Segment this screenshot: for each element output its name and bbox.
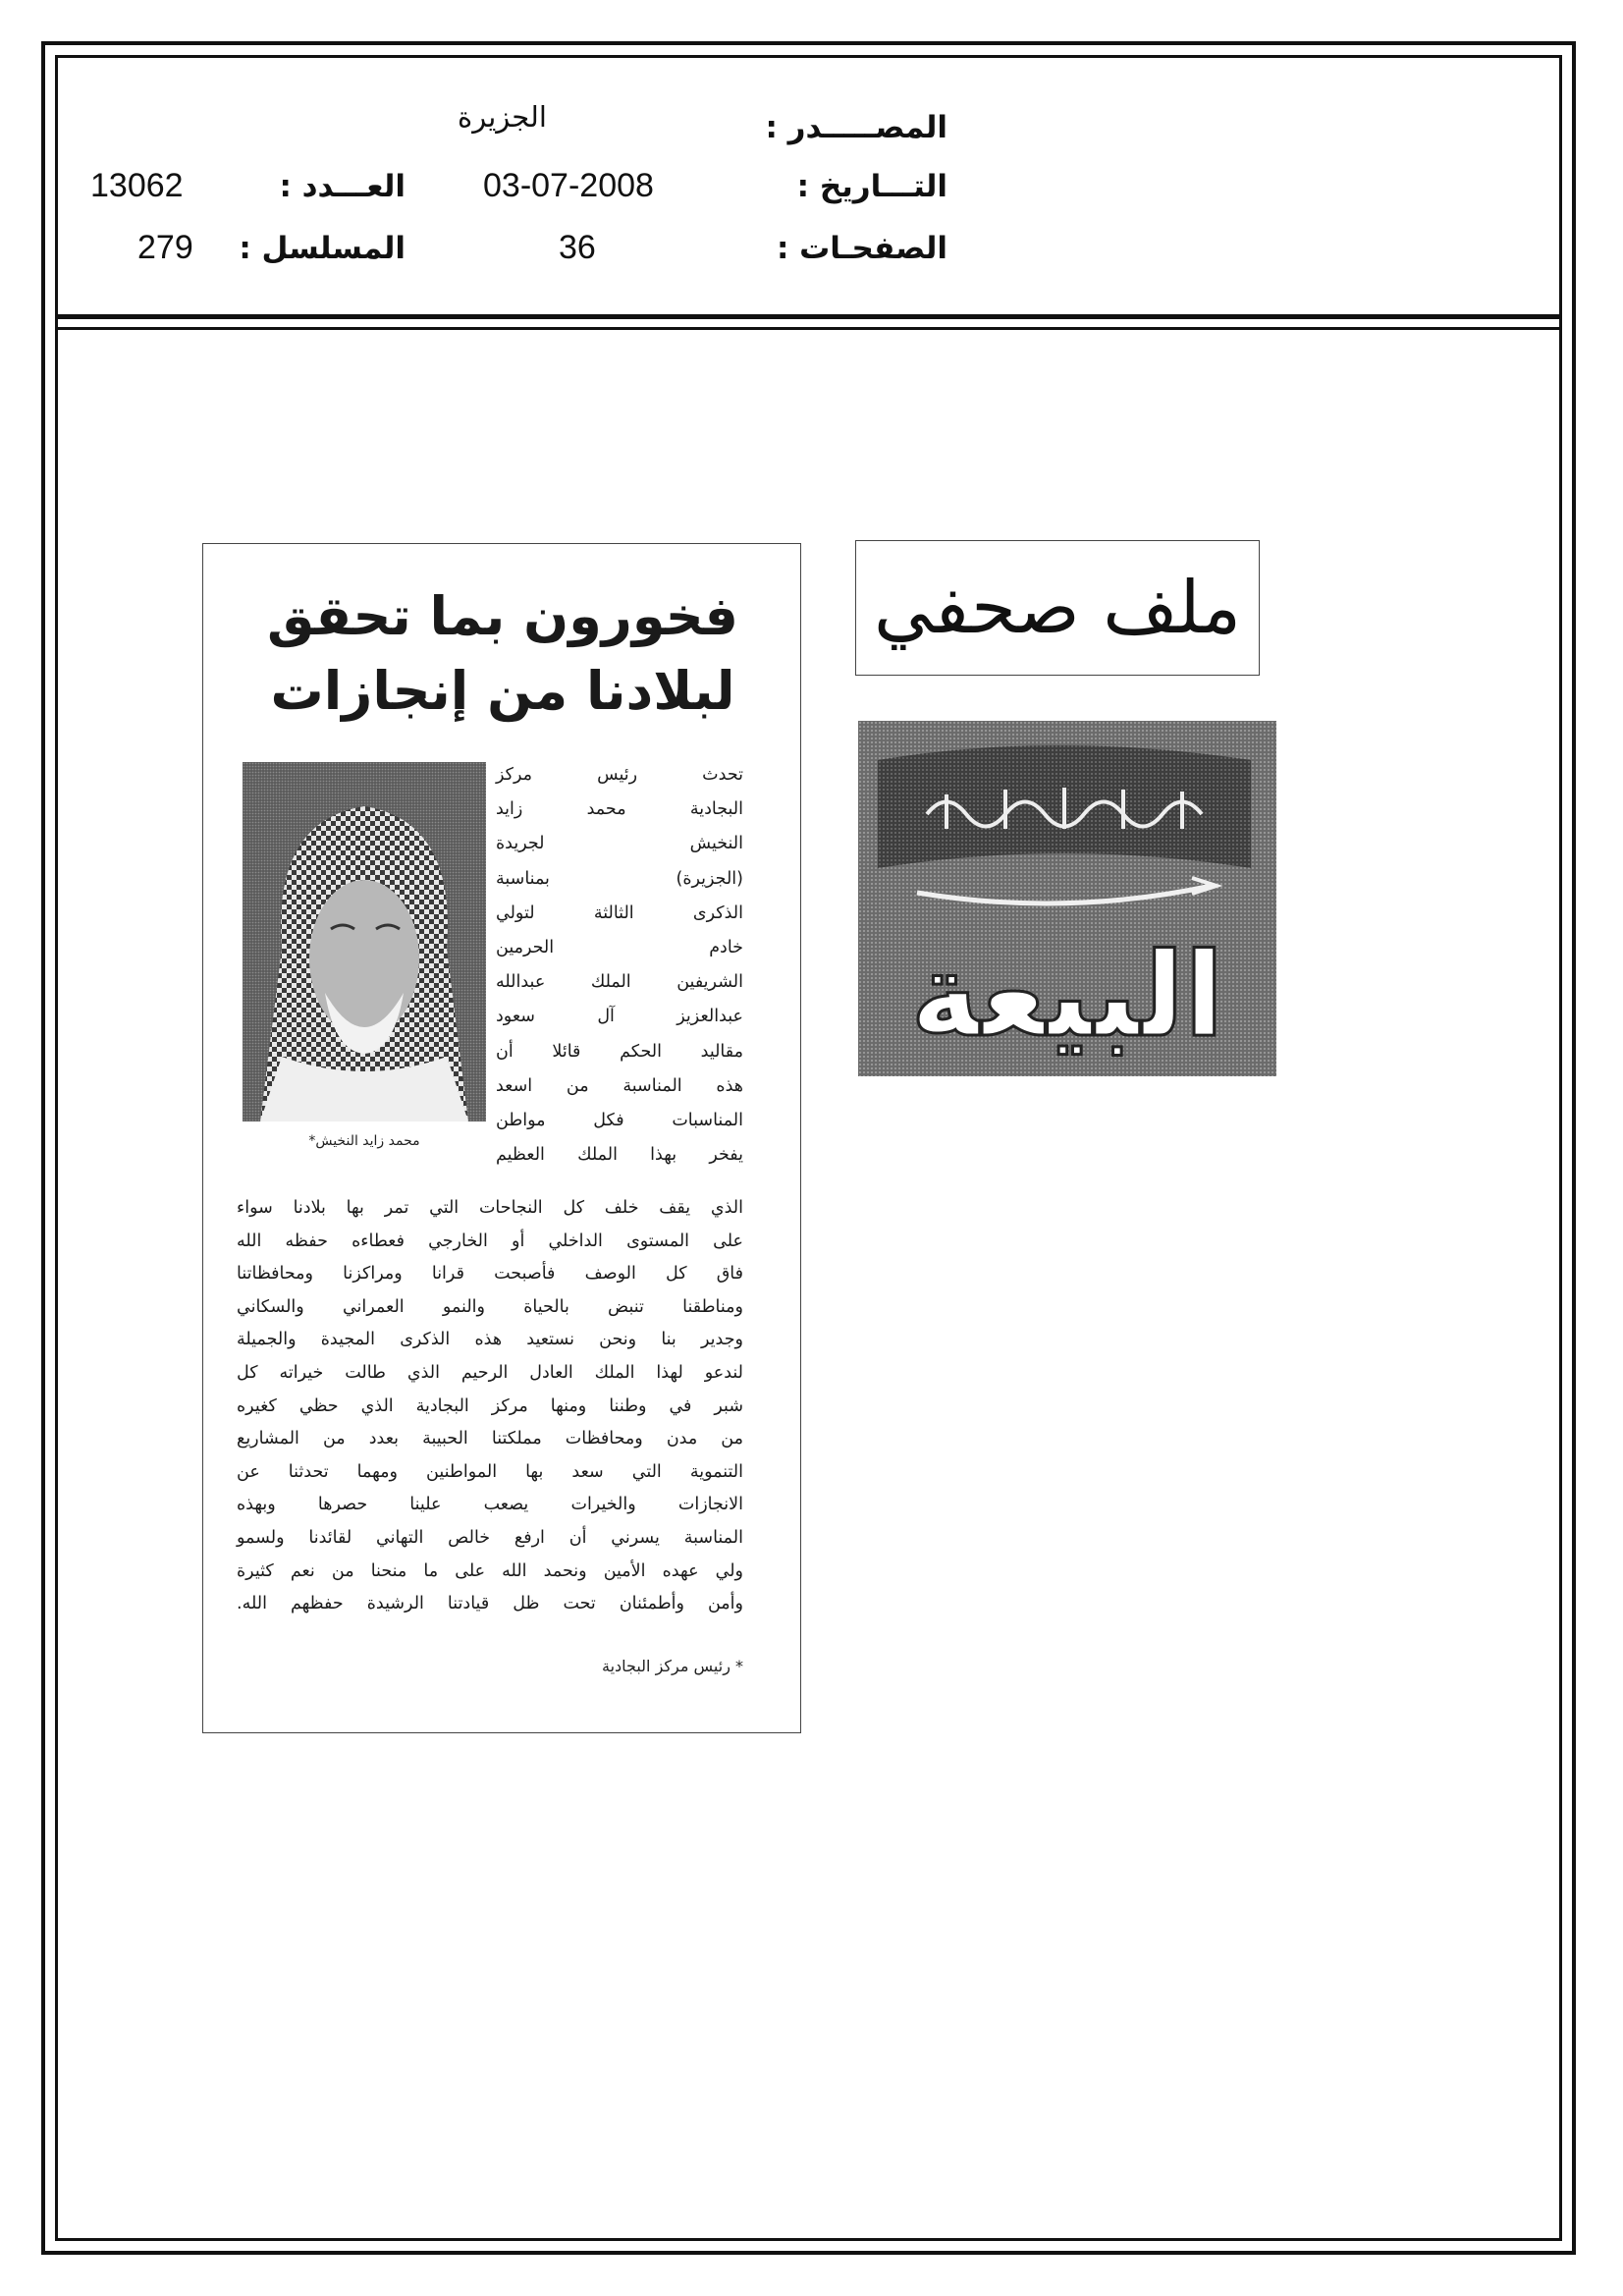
body-line: لندعو لهذا الملك العادل الرحيم الذي طالت خيراته كل xyxy=(237,1362,743,1383)
date-value: 03-07-2008 xyxy=(483,167,654,204)
body-line: على المستوى الداخلي أو الخارجي فعطاءه حفظه الله xyxy=(237,1230,743,1251)
intro-line: النخيش لجريدة xyxy=(496,834,743,854)
intro-line: هذه المناسبة من اسعد xyxy=(496,1075,743,1096)
header-divider xyxy=(55,314,1562,319)
body-line: ومناطقنا تنبض بالحياة والنمو العمراني والسكاني xyxy=(237,1296,743,1317)
body-line: الانجازات والخيرات يصعب علينا حصرها وبهذه xyxy=(237,1495,743,1515)
body-line: المناسبة يسرني أن ارفع خالص التهاني لقائدنا ولسمو xyxy=(237,1527,743,1548)
article-signature: * رئيس مركز البجادية xyxy=(601,1657,743,1675)
intro-line: يفخر بهذا الملك العظيم xyxy=(496,1145,743,1166)
intro-line: تحدث رئيس مركز xyxy=(496,765,743,785)
article-title-line-1: فخورون بما تحقق xyxy=(267,585,738,647)
body-line: وأمن وأطمئنان تحت ظل قيادتنا الرشيدة حفظهم الله. xyxy=(237,1594,743,1614)
intro-line: البجادية محمد زايد xyxy=(496,799,743,820)
intro-line: الشريفين الملك عبدالله xyxy=(496,972,743,993)
body-line: التنموية التي سعد بها المواطنين ومهما تحدثنا عن xyxy=(237,1461,743,1482)
author-portrait-icon xyxy=(243,762,486,1121)
date-label: التـــاريخ : xyxy=(796,169,947,204)
pledge-logo-text: البيعة xyxy=(910,927,1224,1063)
body-line: الذي يقف خلف كل النجاحات التي تمر بها بلادنا سواء xyxy=(237,1198,743,1218)
newspaper-clipping xyxy=(202,543,801,1733)
intro-line: عبدالعزيز آل سعود xyxy=(496,1007,743,1027)
intro-line: مقاليد الحكم قائلا أن xyxy=(496,1041,743,1062)
pages-label: الصفحـات : xyxy=(776,231,947,266)
body-line: فاق كل الوصف فأصبحت قرانا ومراكزنا ومحافظاتنا xyxy=(237,1264,743,1285)
issue-label: العـــدد : xyxy=(279,169,406,204)
serial-value: 279 xyxy=(137,229,193,266)
pages-value: 36 xyxy=(559,229,596,266)
intro-line: (الجزيرة) بمناسبة xyxy=(496,868,743,889)
intro-line: خادم الحرمين xyxy=(496,938,743,958)
body-line: وجدير بنا ونحن نستعيد هذه الذكرى المجيدة والجميلة xyxy=(237,1330,743,1350)
photo-caption: محمد زايد النخيش* xyxy=(308,1133,420,1149)
body-line: من مدن ومحافظات مملكتنا الحبيبة بعدد من المشاريع xyxy=(237,1429,743,1449)
pledge-logo-icon xyxy=(858,721,1276,1076)
press-file-badge: ملف صحفي xyxy=(855,540,1260,676)
body-line: ولي عهده الأمين ونحمد الله على ما منحنا من نعم كثيرة xyxy=(237,1560,743,1581)
author-photo xyxy=(243,762,486,1121)
intro-line: المناسبات فكل مواطن xyxy=(496,1111,743,1131)
article-title-line-2: لبلادنا من إنجازات xyxy=(270,660,735,722)
source-label: المصـــــدر : xyxy=(765,110,947,145)
source-value: الجزيرة xyxy=(458,100,547,134)
serial-label: المسلسل : xyxy=(239,231,406,266)
issue-value: 13062 xyxy=(90,167,184,204)
header-divider-secondary xyxy=(55,327,1562,330)
article-intro-column xyxy=(496,758,743,1173)
pledge-logo xyxy=(858,721,1276,1076)
body-line: شبر في وطننا ومنها مركز البجادية الذي حظي كغيره xyxy=(237,1395,743,1416)
intro-line: الذكرى الثالثة لتولي xyxy=(496,902,743,923)
article-body xyxy=(237,1192,743,1621)
